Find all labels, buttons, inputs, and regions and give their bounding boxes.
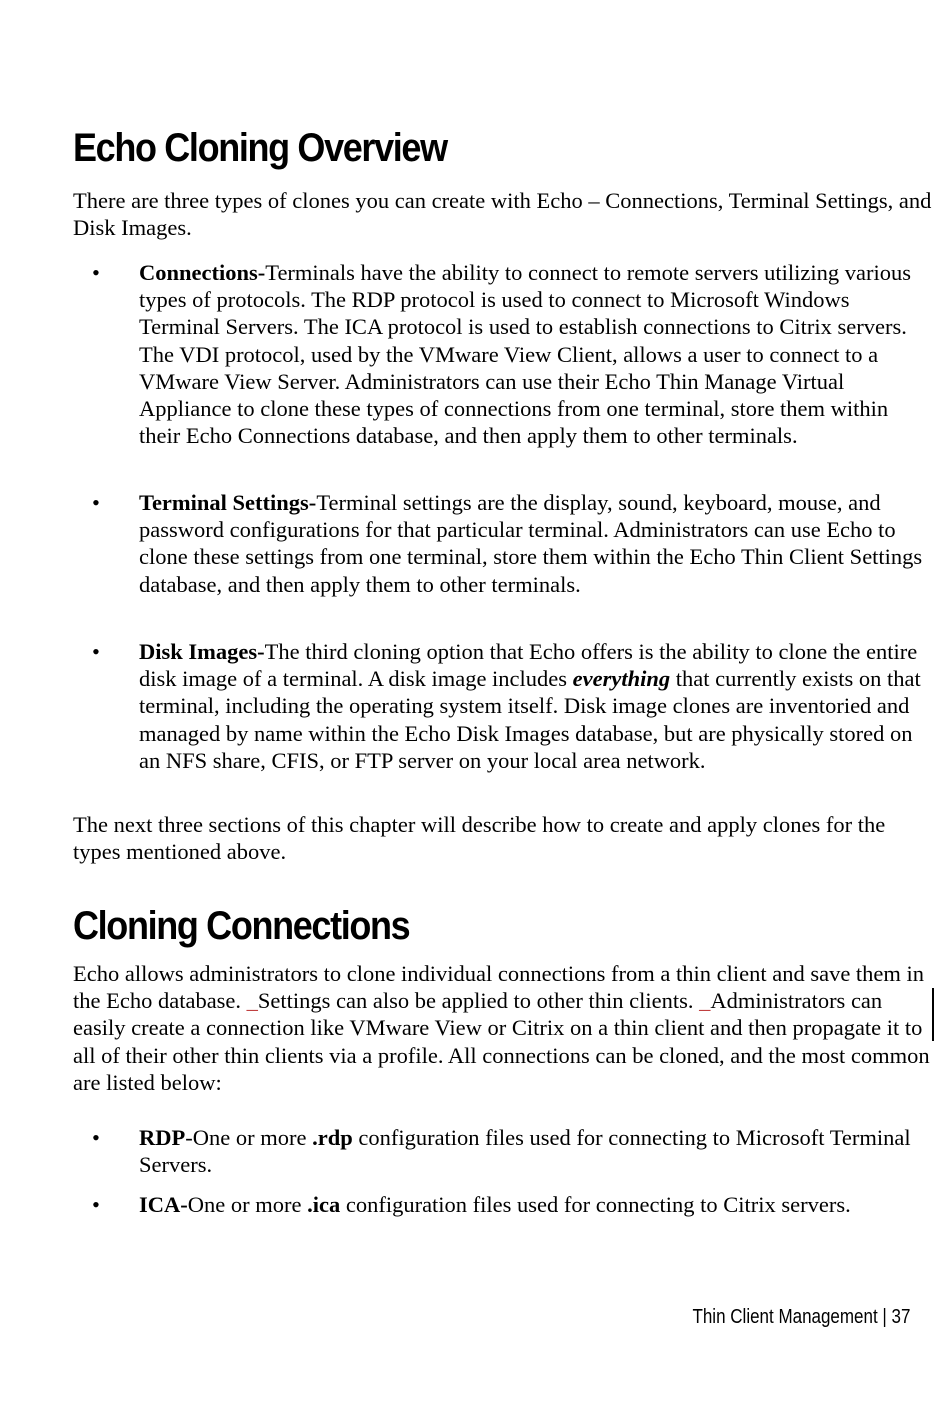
bullet-term: Disk Images-: [139, 639, 265, 664]
bullet-body-after: that currently exists on that terminal, including the operating system itself. Disk image clones are inventoried and managed by name within the Echo Disk Images database, but are physically stored on an NFS share, CFIS, or FTP server on your local area network.: [139, 666, 921, 773]
bullet-term: Terminal Settings-: [139, 490, 317, 515]
change-mark: _: [246, 988, 258, 1014]
cloning-connections-paragraph: [73, 960, 933, 1096]
bullet-emphasis: .rdp: [312, 1125, 353, 1150]
section-heading-echo-cloning-overview: Echo Cloning Overview: [73, 126, 447, 170]
bullet-text: [139, 1124, 933, 1178]
bullet-text: [139, 1191, 933, 1218]
intro-paragraph: There are three types of clones you can create with Echo – Connections, Terminal Settings, and Disk Images.: [73, 188, 932, 241]
bullet-dot: •: [92, 639, 100, 664]
bullet-connections: [73, 259, 933, 449]
revision-bar: [932, 988, 934, 1041]
bullet-dot: •: [92, 1192, 100, 1217]
page-footer: Thin Client Management | 37: [692, 1306, 910, 1328]
bullet-emphasis: .ica: [307, 1192, 341, 1217]
paragraph-part: Echo allows administrators to clone individual connections from a thin client and save them in the Echo database.: [73, 961, 925, 1014]
bullet-emphasis: everything: [572, 666, 671, 692]
bullet-disk-images: [73, 638, 933, 774]
bullet-dot: •: [92, 1125, 100, 1150]
bullet-terminal-settings: [73, 489, 933, 598]
bullet-dot: •: [92, 260, 100, 285]
bullet-body-before: -One or more: [185, 1125, 313, 1150]
bullet-term: Connections-: [139, 260, 266, 285]
bullet-text: [139, 489, 933, 598]
bullet-text: [139, 638, 933, 774]
bullet-body-after: configuration files used for connecting to Citrix servers.: [340, 1192, 851, 1217]
paragraph-part: Administrators can easily create a connection like VMware View or Citrix on a thin client and then propagate it to all of their other thin clients via a profile. All connections can be cloned, and the most common are listed below:: [73, 988, 930, 1095]
bullet-body-before: One or more: [187, 1192, 308, 1217]
outro-paragraph: The next three sections of this chapter will describe how to create and apply clones for the types mentioned above.: [73, 812, 886, 865]
bullet-term: RDP: [139, 1125, 186, 1150]
bullet-term: ICA-: [139, 1192, 188, 1217]
bullet-text: [139, 259, 933, 449]
bullet-body-before: The third cloning option that Echo offers is the ability to clone the entire disk image of a terminal. A disk image includes: [139, 639, 918, 692]
change-mark: _: [699, 988, 711, 1014]
paragraph-part: Settings can also be applied to other thin clients.: [257, 988, 700, 1014]
bullet-ica: [73, 1191, 933, 1218]
section-heading-cloning-connections: Cloning Connections: [73, 904, 410, 948]
bullet-body: Terminals have the ability to connect to remote servers utilizing various types of protocols. The RDP protocol is used to connect to Microsoft Windows Terminal Servers. The ICA protocol is used to establish connections to Citrix servers. The VDI protocol, used by the VMware View Client, allows a user to connect to a VMware View Server. Administrators can use their Echo Thin Manage Virtual Appliance to clone these types of connections from one terminal, store them within their Echo Connections database, and then apply them to other terminals.: [139, 260, 911, 449]
bullet-body: Terminal settings are the display, sound, keyboard, mouse, and password configurations for that particular terminal. Administrators can use Echo to clone these settings from one terminal, store them within the Echo Thin Client Settings database, and then apply them to other terminals.: [139, 490, 923, 597]
bullet-rdp: [73, 1124, 933, 1178]
bullet-dot: •: [92, 490, 100, 515]
bullet-body-after: configuration files used for connecting to Microsoft Terminal Servers.: [139, 1125, 911, 1178]
